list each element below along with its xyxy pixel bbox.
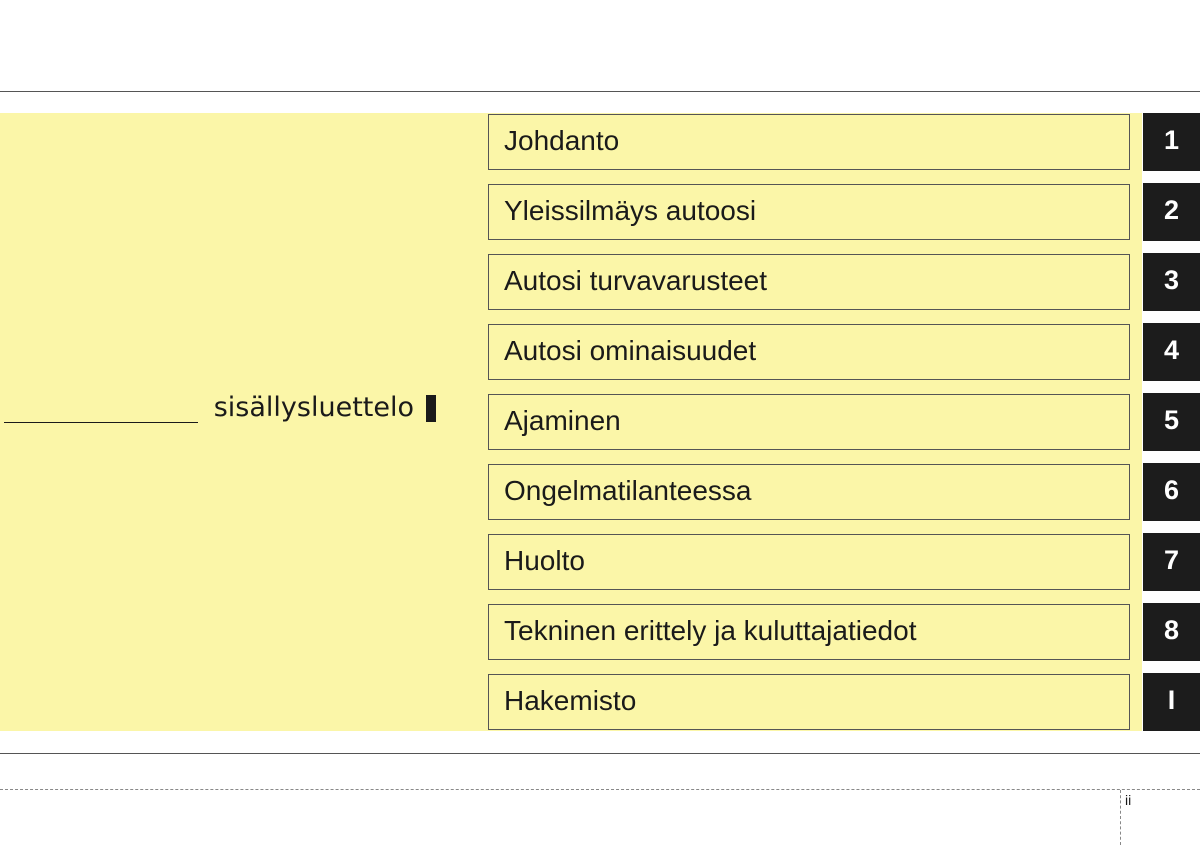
chapter-label: Huolto: [504, 545, 585, 576]
chapter-tab-3[interactable]: 3: [1143, 253, 1200, 311]
title-marker-bar: [426, 395, 436, 422]
chapter-tab-2[interactable]: 2: [1143, 183, 1200, 241]
title-underline: [4, 422, 198, 423]
footer-dashed-divider: [1120, 790, 1121, 845]
chapter-tab-7[interactable]: 7: [1143, 533, 1200, 591]
chapter-entry-7[interactable]: [488, 534, 1130, 590]
chapter-label: Johdanto: [504, 125, 620, 156]
chapter-entry-8[interactable]: [488, 604, 1130, 660]
chapter-entry-6[interactable]: [488, 464, 1130, 520]
chapter-label: Yleissilmäys autoosi: [504, 195, 757, 226]
toc-title: sisällysluettelo: [213, 392, 414, 423]
top-rule: [0, 91, 1200, 92]
chapter-tab-8[interactable]: 8: [1143, 603, 1200, 661]
chapter-label: Autosi turvavarusteet: [504, 265, 768, 296]
chapter-label: Ajaminen: [504, 405, 621, 436]
chapter-label: Hakemisto: [504, 685, 637, 716]
footer-dashed-rule: [0, 789, 1200, 790]
page-number: ii: [1125, 792, 1132, 808]
bottom-rule: [0, 753, 1200, 754]
chapter-label: Autosi ominaisuudet: [504, 335, 757, 366]
chapter-tab-index[interactable]: I: [1143, 673, 1200, 731]
chapter-tab-5[interactable]: 5: [1143, 393, 1200, 451]
chapter-entry-4[interactable]: [488, 324, 1130, 380]
toc-heading: [0, 390, 440, 426]
chapter-entry-3[interactable]: [488, 254, 1130, 310]
chapter-entry-5[interactable]: [488, 394, 1130, 450]
chapter-tab-4[interactable]: 4: [1143, 323, 1200, 381]
chapter-label: Ongelmatilanteessa: [504, 475, 752, 506]
chapter-label: Tekninen erittely ja kuluttajatiedot: [504, 615, 917, 646]
chapter-tab-6[interactable]: 6: [1143, 463, 1200, 521]
chapter-entry-1[interactable]: [488, 114, 1130, 170]
chapter-tab-1[interactable]: 1: [1143, 113, 1200, 171]
chapter-entry-2[interactable]: [488, 184, 1130, 240]
chapter-entry-index[interactable]: [488, 674, 1130, 730]
